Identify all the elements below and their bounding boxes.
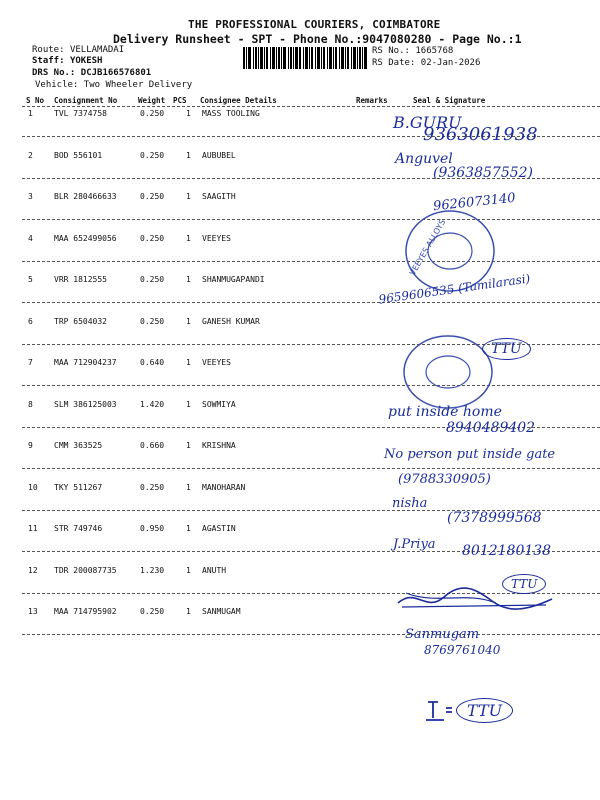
signature-12-initials: TTU — [502, 574, 546, 594]
row-sno: 6 — [28, 316, 33, 326]
row-sno: 12 — [28, 565, 38, 575]
route-row — [32, 45, 124, 55]
vehicle-label: Vehicle: — [35, 80, 79, 90]
row-divider — [22, 634, 600, 635]
row-consignee: AUBUBEL — [202, 150, 236, 160]
row-pcs: 1 — [186, 607, 191, 616]
row-consignee: MANOHARAN — [202, 482, 246, 492]
staff-row — [32, 56, 102, 66]
row-pcs: 1 — [186, 565, 191, 575]
row-pcs: 1 — [186, 275, 191, 284]
row-divider — [22, 468, 600, 469]
row-consignee: GANESH KUMAR — [202, 316, 260, 326]
signature-3-phone: 9626073140 — [432, 190, 517, 215]
header-divider — [22, 106, 600, 107]
row-sno: 9 — [28, 441, 33, 450]
row-sno: 2 — [28, 150, 33, 160]
rs-no-label: RS No.: — [372, 46, 410, 56]
row-consignment-no: TVL 7374758 — [54, 109, 107, 118]
signature-13-name: Sanmugam — [405, 627, 480, 642]
signature-5-text: 9659606535 (Tamilarasi) — [377, 271, 532, 307]
row-sno: 5 — [28, 275, 33, 284]
row-consignee: MASS TOOLING — [202, 109, 260, 118]
signature-2-name: Anguvel — [395, 151, 453, 167]
route-label: Route: — [32, 45, 65, 55]
row-pcs: 1 — [186, 316, 191, 326]
row-weight: 1.420 — [140, 399, 165, 409]
signature-10-name: nisha — [392, 496, 428, 511]
row-consignment-no: BOD 556101 — [54, 150, 103, 160]
row-consignee: SOWMIYA — [202, 399, 236, 409]
row-weight: 1.230 — [140, 565, 165, 575]
signature-13-phone: 8769761040 — [424, 643, 501, 657]
row-weight: 0.250 — [140, 150, 165, 160]
col-header-consignment: Consignment No — [54, 96, 118, 105]
row-weight: 0.250 — [140, 109, 165, 118]
row-weight: 0.660 — [140, 441, 165, 450]
col-header-sno: S No — [26, 96, 45, 105]
row-consignee: VEEYES — [202, 358, 231, 367]
row-pcs: 1 — [186, 441, 191, 450]
signature-11-name: J.Priya — [393, 537, 436, 552]
row-consignee: VEEYES — [202, 233, 231, 243]
row-pcs: 1 — [186, 399, 191, 409]
row-weight: 0.250 — [140, 233, 165, 243]
row-sno: 11 — [28, 524, 38, 533]
col-header-pcs: PCS — [173, 96, 187, 105]
row-divider — [22, 219, 600, 220]
rs-date-label: RS Date: — [372, 58, 416, 68]
rs-no-row — [372, 46, 453, 56]
row-consignee: SANMUGAM — [202, 607, 241, 616]
row-consignee: AGASTIN — [202, 524, 236, 533]
rs-date-row — [372, 58, 480, 68]
signature-10-phone: (7378999568 — [447, 510, 542, 526]
signature-7-initials: TTU — [482, 338, 531, 360]
row-weight: 0.250 — [140, 607, 165, 616]
signature-12-scribble — [396, 585, 556, 615]
row-weight: 0.250 — [140, 275, 165, 284]
signature-8-note: put inside home — [388, 404, 502, 420]
row-divider — [22, 302, 600, 303]
drs-label: DRS No.: — [32, 68, 76, 78]
row-sno: 10 — [28, 482, 38, 492]
signature-8-phone: 8940489402 — [446, 420, 536, 436]
vehicle-row — [35, 80, 192, 90]
row-pcs: 1 — [186, 524, 191, 533]
col-header-remarks: Remarks — [356, 96, 388, 105]
row-divider — [22, 261, 600, 262]
row-divider — [22, 385, 600, 386]
drs-row — [32, 68, 151, 78]
row-pcs: 1 — [186, 150, 191, 160]
signature-9-note: No person put inside gate — [384, 447, 556, 462]
staff-value: YOKESH — [69, 56, 103, 66]
route-value: VELLAMADAI — [69, 45, 125, 55]
row-weight: 0.250 — [140, 316, 165, 326]
col-header-weight: Weight — [138, 96, 166, 105]
row-sno: 4 — [28, 233, 33, 243]
row-sno: 8 — [28, 399, 33, 409]
row-sno: 7 — [28, 358, 33, 367]
row-consignment-no: STR 749746 — [54, 524, 103, 533]
rs-date-value: 02-Jan-2026 — [420, 58, 481, 68]
company-title: THE PROFESSIONAL COURIERS, COIMBATORE — [188, 18, 441, 31]
col-header-consignee: Consignee Details — [200, 96, 277, 105]
signature-9-phone: (9788330905) — [398, 472, 491, 487]
row-sno: 3 — [28, 192, 33, 201]
svg-text:VEEYES ALLOYS: VEEYES ALLOYS — [407, 217, 448, 277]
row-sno: 1 — [28, 109, 33, 118]
row-consignee: KRISHNA — [202, 441, 236, 450]
row-consignment-no: VRR 1812555 — [54, 275, 107, 284]
row-pcs: 1 — [186, 358, 191, 367]
row-weight: 0.250 — [140, 482, 165, 492]
row-pcs: 1 — [186, 192, 191, 201]
col-header-signature: Seal & Signature — [413, 96, 486, 105]
signature-2-phone: (9363857552) — [433, 165, 533, 181]
row-consignee: SAAGITH — [202, 192, 236, 201]
row-pcs: 1 — [186, 233, 191, 243]
row-weight: 0.640 — [140, 358, 165, 367]
row-weight: 0.250 — [140, 192, 165, 201]
row-pcs: 1 — [186, 482, 191, 492]
signature-1-phone: 9363061938 — [423, 124, 538, 145]
row-consignment-no: MAA 652499056 — [54, 233, 117, 243]
row-consignment-no: CMM 363525 — [54, 441, 103, 450]
row-weight: 0.950 — [140, 524, 165, 533]
row-pcs: 1 — [186, 109, 191, 118]
row-consignment-no: TRP 6504032 — [54, 316, 107, 326]
runsheet-subtitle: Delivery Runsheet - SPT - Phone No.:9047080280 - Page No.:1 — [113, 32, 522, 46]
staff-label: Staff: — [32, 56, 65, 66]
signature-1-name: B.GURU — [393, 113, 462, 132]
row-consignment-no: BLR 280466633 — [54, 192, 117, 201]
vehicle-value: Two Wheeler Delivery — [83, 80, 193, 90]
row-sno: 13 — [28, 607, 38, 616]
barcode-image — [243, 47, 367, 69]
row-consignment-no: MAA 714795902 — [54, 607, 117, 616]
bottom-mark — [424, 698, 454, 724]
signature-11-phone: 8012180138 — [462, 543, 552, 559]
row-consignment-no: TKY 511267 — [54, 482, 103, 492]
row-consignment-no: TDR 200087735 — [54, 565, 117, 575]
row-consignment-no: MAA 712904237 — [54, 358, 117, 367]
row-consignee: SHANMUGAPANDI — [202, 275, 265, 284]
row-consignee: ANUTH — [202, 565, 227, 575]
drs-value: DCJB166576801 — [80, 68, 152, 78]
rs-no-value: 1665768 — [415, 46, 454, 56]
bottom-initials: TTU — [456, 698, 513, 723]
row-consignment-no: SLM 386125003 — [54, 399, 117, 409]
